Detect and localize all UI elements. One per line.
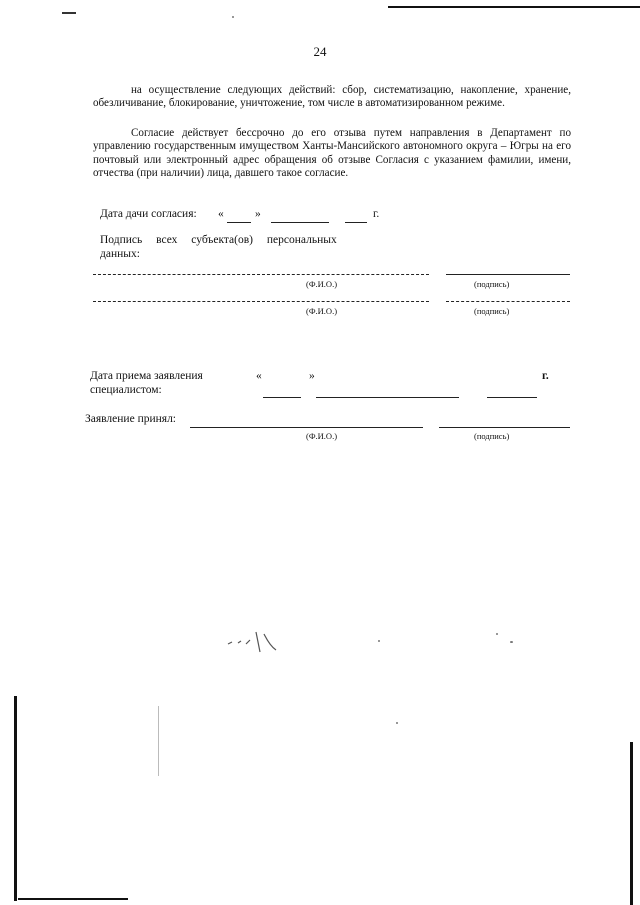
consent-month-field[interactable] — [271, 222, 329, 223]
consent-year-field[interactable] — [345, 222, 367, 223]
sign-caption-1: (подпись) — [474, 279, 510, 289]
scan-speck — [232, 16, 234, 18]
accepted-sign-field[interactable] — [439, 427, 570, 428]
consent-date-close-quote: » — [255, 208, 261, 220]
top-left-mark — [62, 12, 76, 14]
paragraph-processing-text: на осуществление следующих действий: сбор, систематизацию, накопление, хранение, обезличивание, блокирование, уничтожение, том числе в автоматизированном режиме. — [93, 84, 571, 110]
fio-caption-1: (Ф.И.О.) — [306, 279, 338, 289]
consent-date-label: Дата дачи согласия: — [100, 208, 197, 220]
subject-sign-field-1[interactable] — [446, 274, 570, 275]
scan-scribble — [226, 628, 286, 656]
subject-fio-field-2[interactable] — [93, 301, 429, 302]
reception-year-field[interactable] — [487, 397, 537, 398]
scan-speck — [496, 633, 498, 635]
subject-fio-field-1[interactable] — [93, 274, 429, 275]
accepted-fio-caption: (Ф.И.О.) — [306, 431, 338, 441]
page-number: 24 — [313, 44, 327, 59]
reception-date-close-quote: » — [309, 370, 315, 382]
consent-day-field[interactable] — [227, 222, 251, 223]
right-scan-bar — [630, 742, 633, 905]
signature-label-line2: данных: — [100, 248, 140, 260]
reception-year-suffix: г. — [542, 370, 549, 382]
paragraph-validity-text: Согласие действует бессрочно до его отзыва путем направления в Департамент по управлению государственным имуществом Ханты-Мансийского автономного округа – Югры на его почтовый или электронный адрес обращения об отзыве Согласия с указанием фамилии, имени, отчества (при наличии) лица, давшего такое согласие. — [93, 127, 571, 180]
left-scan-bar — [14, 696, 17, 901]
paragraph-validity — [93, 127, 571, 181]
faint-vertical-mark — [158, 706, 159, 776]
reception-month-field[interactable] — [316, 397, 459, 398]
consent-year-suffix: г. — [373, 208, 380, 220]
accepted-sign-caption: (подпись) — [474, 431, 510, 441]
scan-speck — [510, 641, 513, 643]
reception-date-label-line2: специалистом: — [90, 384, 162, 396]
subject-sign-field-2[interactable] — [446, 301, 570, 302]
paragraph-processing — [93, 84, 571, 111]
fio-caption-2: (Ф.И.О.) — [306, 306, 338, 316]
sign-caption-2: (подпись) — [474, 306, 510, 316]
reception-date-label-line1: Дата приема заявления — [90, 370, 203, 382]
bottom-scan-line — [18, 898, 128, 900]
scan-speck — [396, 722, 398, 724]
signature-label-line1: Подпись всех субъекта(ов) персональных — [100, 234, 337, 246]
top-scan-line — [388, 6, 640, 8]
reception-date-open-quote: « — [256, 370, 262, 382]
accepted-fio-field[interactable] — [190, 427, 423, 428]
accepted-label: Заявление принял: — [85, 413, 177, 425]
reception-day-field[interactable] — [263, 397, 301, 398]
scan-speck — [378, 640, 380, 642]
consent-date-open-quote: « — [218, 208, 224, 220]
